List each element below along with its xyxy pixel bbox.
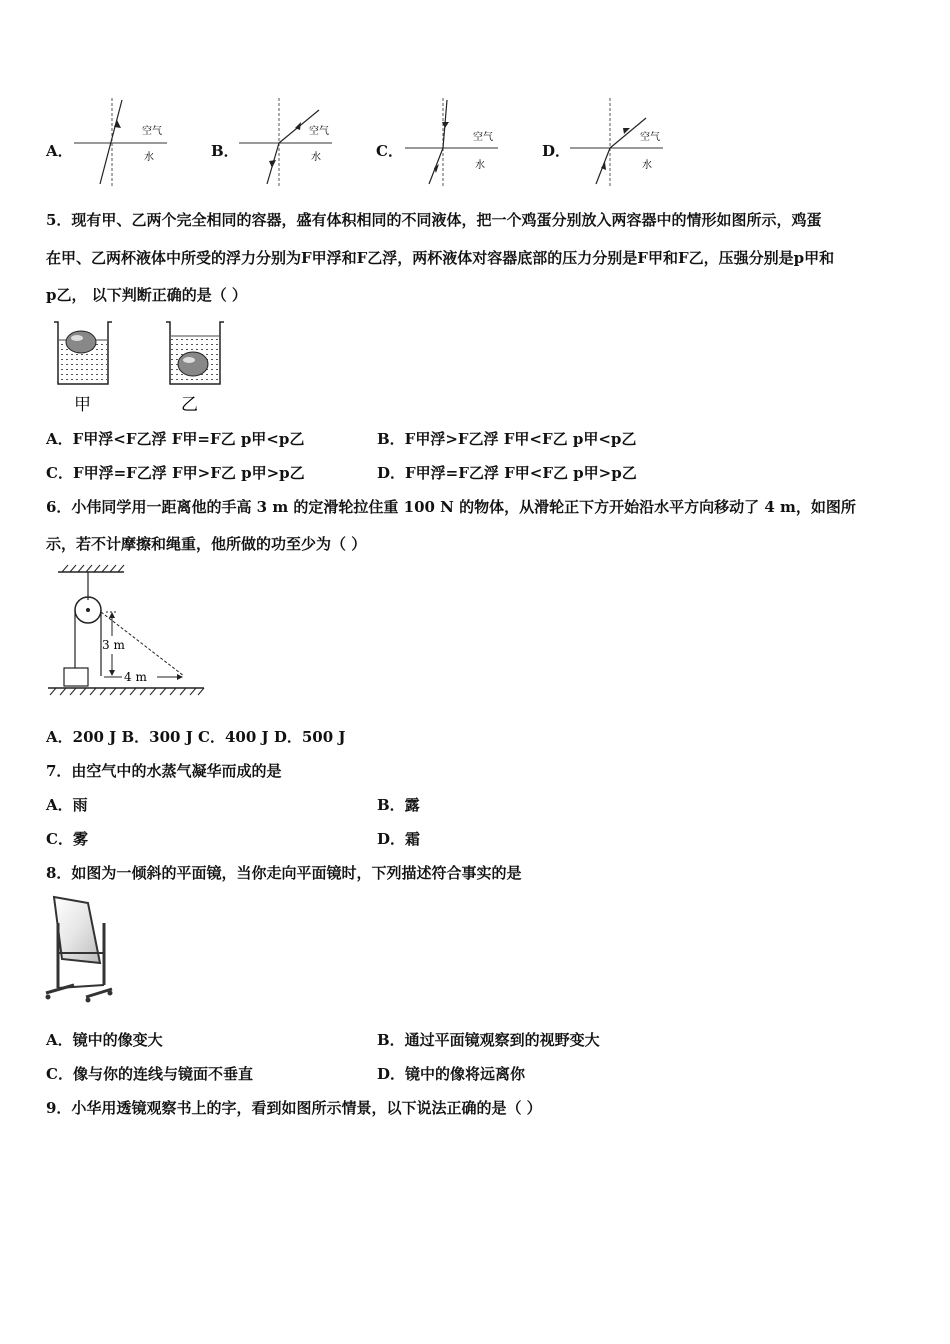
q5-stem-line3: p乙， 以下判断正确的是（ ） [46, 286, 247, 304]
q8-option-b: B．通过平面镜观察到的视野变大 [377, 1031, 600, 1049]
q9-stem: 9．小华用透镜观察书上的字，看到如图所示情景，以下说法正确的是（ ） [46, 1099, 542, 1117]
water-label: 水 [642, 160, 652, 171]
height-label: 3 m [102, 638, 125, 652]
q5-stem-line1: 5．现有甲、乙两个完全相同的容器，盛有体积相同的不同液体，把一个鸡蛋分别放入两容器中的情形如图所示，鸡蛋 [46, 211, 822, 229]
air-label: 空气 [142, 126, 162, 137]
q4-option-b-diagram [237, 98, 337, 188]
q5-option-b: B．F甲浮>F乙浮 F甲<F乙 p甲<p乙 [377, 430, 637, 448]
air-label: 空气 [640, 132, 660, 143]
q6-options: A．200 J B．300 J C．400 J D．500 J [46, 728, 346, 746]
q8-stem: 8．如图为一倾斜的平面镜，当你走向平面镜时，下列描述符合事实的是 [46, 864, 522, 882]
q5-option-d: D．F甲浮=F乙浮 F甲<F乙 p甲>p乙 [377, 464, 637, 482]
q7-option-d: D．霜 [377, 830, 421, 848]
water-label: 水 [475, 160, 485, 171]
q4-option-a-diagram [72, 98, 172, 188]
q8-option-a: A．镜中的像变大 [46, 1031, 163, 1049]
q7-option-b: B．露 [377, 796, 420, 814]
q4-option-a-label: A． [46, 142, 73, 160]
q6-stem-line2: 示，若不计摩擦和绳重，他所做的功至少为（ ） [46, 535, 367, 553]
q5-option-a: A．F甲浮<F乙浮 F甲=F乙 p甲<p乙 [46, 430, 305, 448]
label-yi: 乙 [181, 395, 198, 415]
q7-option-a: A．雨 [46, 796, 88, 814]
q4-option-d-label: D． [542, 142, 571, 160]
q4-option-d-diagram [568, 98, 668, 188]
q5-option-c: C．F甲浮=F乙浮 F甲>F乙 p甲>p乙 [46, 464, 305, 482]
water-label: 水 [144, 152, 154, 163]
distance-label: 4 m [124, 670, 147, 684]
q8-option-c: C．像与你的连线与镜面不垂直 [46, 1065, 253, 1083]
air-label: 空气 [473, 132, 493, 143]
q4-option-b-label: B． [211, 142, 239, 160]
q5-stem-line2: 在甲、乙两杯液体中所受的浮力分别为F甲浮和F乙浮，两杯液体对容器底部的压力分别是F甲和F乙，压强分别是p甲和 [46, 249, 835, 267]
q5-beakers-figure [50, 318, 240, 418]
q4-option-c-diagram [403, 98, 503, 188]
q8-mirror-figure [44, 893, 116, 1005]
q6-stem-line1: 6．小伟同学用一距离他的手高 3 m 的定滑轮拉住重 100 N 的物体，从滑轮正下方开始沿水平方向移动了 4 m，如图所 [46, 498, 856, 516]
q7-option-c: C．雾 [46, 830, 88, 848]
beaker-yi [166, 322, 224, 384]
q4-option-c-label: C． [376, 142, 403, 160]
q6-pulley-figure [44, 562, 209, 700]
beaker-jia [54, 322, 112, 384]
q8-option-d: D．镜中的像将远离你 [377, 1065, 526, 1083]
q7-stem: 7．由空气中的水蒸气凝华而成的是 [46, 762, 282, 780]
water-label: 水 [311, 152, 321, 163]
label-jia: 甲 [74, 395, 91, 415]
air-label: 空气 [309, 126, 329, 137]
